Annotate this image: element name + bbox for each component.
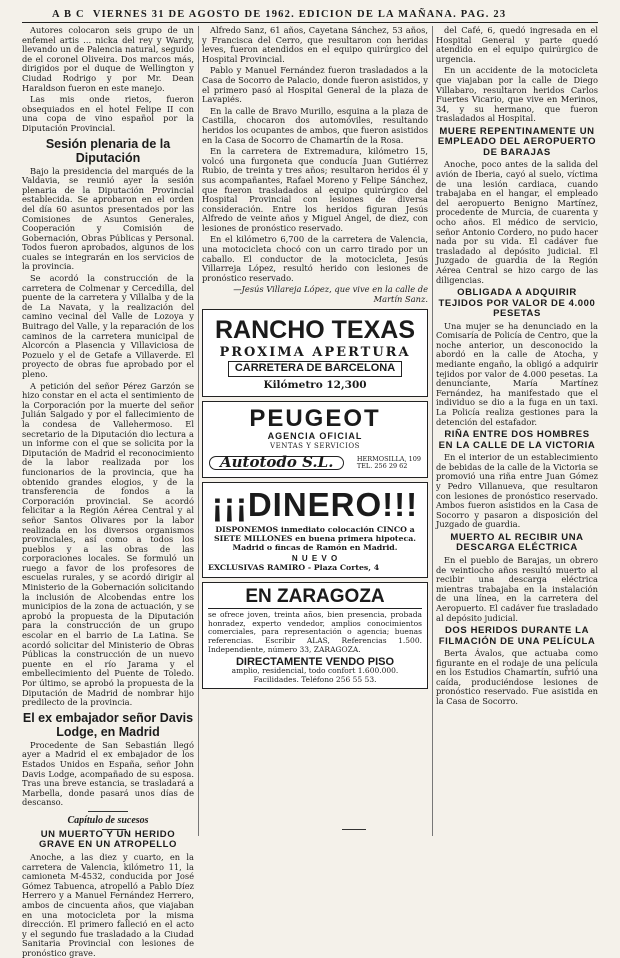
ad-line: PROXIMA APERTURA	[219, 344, 411, 360]
paragraph: del Café, 6, quedó ingresada en el Hospital General y parte quedó atendido en el equipo quirúrgico de urgencia.	[436, 25, 598, 64]
ad-contact: EXCLUSIVAS RAMIRO - Plaza Cortes, 4	[208, 563, 380, 573]
headline-barajas: MUERE REPENTINAMENTE UN EMPLEADO DEL AEROPUERTO DE BARAJAS	[437, 125, 597, 158]
ad-title-secondary: DIRECTAMENTE VENDO PISO	[235, 655, 395, 668]
column-rule	[432, 26, 433, 836]
column-rule	[198, 26, 199, 836]
date-line: VIERNES 31 DE AGOSTO DE 1962. EDICION DE LA MAÑANA. PAG. 23	[92, 8, 507, 20]
paragraph: Anoche, poco antes de la salida del avión de Iberia, cayó al suelo, víctima de una lesión cardiaca, cuando trabajaba en el hangar, el empleado del aeropuerto Benigno Martínez, procedente de Murcia, de cuarenta y ocho años. El médico de servicio, señor Antonio Cordero, no pudo hacer nada por su vida. El cadáver fue trasladado al depósito judicial. El Juzgado de guardia de la Región Aérea Central se hizo cargo de las diligencias.	[436, 159, 598, 285]
ad-line: AGENCIA OFICIAL	[267, 431, 363, 442]
paragraph: Berta Ávalos, que actuaba como figurante en el rodaje de una película en los Estudios Chamartín, sufrió una caída, produciéndose lesiones de pronóstico reservado. Fue asistida en la Casa de Socorro.	[436, 648, 598, 707]
headline-diputacion: Sesión plenaria de la Diputación	[45, 136, 171, 165]
column-2	[202, 26, 428, 836]
ad-address: HERMOSILLA, 109	[356, 454, 421, 463]
headline-davis-lodge: El ex embajador señor Davis Lodge, en Madrid	[22, 710, 194, 739]
footer-rule	[342, 829, 366, 830]
column-1	[22, 25, 194, 958]
ad-title: ¡¡¡DINERO!!!	[211, 485, 419, 523]
newspaper-page	[22, 6, 598, 958]
autotodo-logo: Autotodo S.L.	[209, 456, 344, 470]
publication-name: A B C	[52, 8, 85, 20]
ad-body: DISPONEMOS inmediato colocación CINCO a SIETE MILLONES en buena primera hipoteca. Madrid o fincas de Ramón en Madrid.	[214, 524, 416, 552]
headline-descarga: MUERTO AL RECIBIR UNA DESCARGA ELÉCTRICA	[450, 531, 584, 554]
page-header	[22, 6, 598, 23]
ad-line: CARRETERA DE BARCELONA	[228, 361, 402, 377]
ad-zaragoza	[202, 582, 428, 689]
paragraph: Procedente de San Sebastián llegó ayer a Madrid el ex embajador de los Estados Unidos en España, señor John Davis Lodge, acompañado de su esposa. Tras una breve estancia, se trasladará a Marbella, donde pasará unos días de descanso.	[22, 739, 194, 808]
ad-rancho-texas	[202, 309, 428, 398]
paragraph: En el interior de un establecimiento de bebidas de la calle de la Victoria se promovió una riña entre Juan Gómez y Pedro Villanueva, que resultaron con lesiones de pronóstico reservado. Ambos fueron asistidos en la Casa de Socorro y pasaron a disposición del Juzgado de guardia.	[436, 452, 598, 530]
ad-dinero	[202, 482, 428, 578]
ad-body: se ofrece joven, treinta años, bien presencia, probada honradez, experto vendedor, amplios conocimientos comerciales, para representación o agencia; buenas referencias. Escribir ALAS, Referencias 1.500. Independiente, número 33, ZARAGOZA.	[208, 609, 422, 654]
paragraph: En un accidente de la motocicleta que viajaban por la calle de Diego Villabaro, resultaron heridos Carlos Fuertes Vicario, que vive en Merinos, 34, y su hermano, que fueron trasladados al Hospital.	[436, 65, 598, 124]
paragraph: Las mis onde rietos, fueron obsequiados en el hotel Felipe II con una copa de vino español por la Diputación Provincial.	[22, 94, 194, 133]
headline-tejidos: OBLIGADA A ADQUIRIR TEJIDOS POR VALOR DE 4.000 PESETAS	[438, 287, 596, 320]
ad-title: PEUGEOT	[249, 405, 381, 433]
paragraph: Anoche, a las diez y cuarto, en la carretera de Valencia, kilómetro 11, la camioneta M-4532, conducida por José Gómez Tabuenca, atropelló a Pablo Díez Herrero y a Manuel Fernández Herrero, ambos de cincuenta años, que viajaban en una motocicleta por la misma dirección. El primero falleció en el acto y el segundo fue trasladado a la Ciudad Sanitaria Provincial con lesiones de pronóstico grave.	[22, 851, 194, 958]
paragraph: Bajo la presidencia del marqués de la Valdavia, se reunió ayer la sesión plenaria de la Diputación Provincial establecida. Se aprobaron en el orden del día 60 asuntos presentados por las Comisiones de Asuntos Generales, Cooperación y Comisión de Gobernación, Obras Públicas y Personal. Todos fueron aprobados, algunos de los cuales se integrarán en los servicios de la provincia.	[22, 165, 194, 272]
ad-peugeot	[202, 401, 428, 477]
paragraph: Autores colocaron seis grupo de un enfemel artis ... nicka del rey y Wardy, llevando un de Palencia natural, seguido de el coronel Oliveira. Dos marcos más, dirigidos por el duque de Wellington y Ciudad Rodrigo y por Mr. Dean Haraldson fueron en este manejo.	[22, 25, 194, 93]
paragraph: En el pueblo de Barajas, un obrero de veintiocho años resultó muerto al recibir una descarga eléctrica mientras trabajaba en la instalación de una línea, en la carretera del Aeropuerto. El cadáver fue trasladado al depósito judicial.	[436, 554, 598, 623]
ad-title: RANCHO TEXAS	[214, 315, 415, 344]
headline-pelicula: DOS HERIDOS DURANTE LA FILMACIÓN DE UNA PELÍCULA	[438, 625, 596, 647]
paragraph: Pablo y Manuel Fernández fueron trasladados a la Casa de Socorro de Palacio, donde fueron asistidos, y el primero pasó al Hospital General de la plaza de Lavapiés.	[202, 65, 428, 105]
separator	[88, 811, 128, 812]
paragraph: A petición del señor Pérez Garzón se hizo constar en el acta el sentimiento de la Corporación por la muerte del señor Julián Salgado y por el fallecimiento de la condesa de Vallehermoso. El secretario de la Diputación dio lectura a un informe con el que se solicita por la Diputación de Madrid el reconocimiento de la labor realizada por los funcionarios de la provincia, que ha obtenido grandes elogios, y de la transferencia de fondos a la Corporación provincial. Se acordó felicitar a la Región Aérea Central y al señor Santos Olivares por la labor realizada en los diversos organismos provinciales, así como a todos los pueblos y a las obras de las corporaciones locales. Se formuló un ruego a favor de los profesores de escuelas rurales, y se acordó dirigir al Ministerio de la Gobernación solicitando la inclusión de Alcobendas entre los municipios de la zona de actuación, y se aprobó la propuesta de la Diputación para la construcción de un grupo escolar en el barrio de La Latina. Se acordó solicitar del Ministerio de Obras Públicas la construcción de un nuevo puente en el río Jarama y el embellecimiento del Puente de Toledo. Por último, se aprobó la propuesta de la Diputación de Madrid de nombrar hijo predilecto de la provincia.	[22, 380, 194, 708]
kicker-sucesos: Capítulo de sucesos	[67, 814, 149, 826]
footer-rule	[102, 829, 126, 830]
headline-atropello: UN MUERTO Y UN HERIDO GRAVE EN UN ATROPELLO	[38, 828, 178, 851]
ad-body: amplio, residencial, todo confort 1.600.000. Facilidades. Teléfono 256 55 53.	[231, 666, 399, 685]
headline-rina: RIÑA ENTRE DOS HOMBRES EN LA CALLE DE LA VICTORIA	[438, 429, 596, 451]
ad-tag: N U E V O	[291, 553, 339, 563]
paragraph: Alfredo Sanz, 61 años, Cayetana Sánchez, 53 años, y Francisca del Cerro, que resultaron con heridas leves, fueron atendidos en el equipo quirúrgico del Hospital Provincial.	[202, 25, 428, 64]
paragraph: En el kilómetro 6,700 de la carretera de Valencia, una motocicleta chocó con un carro tirado por un caballo. El conductor de la motocicleta, Jesús Villarreja López, resultó herido con lesiones de pronóstico reservado.	[202, 234, 428, 283]
ad-title: EN ZARAGOZA	[208, 586, 422, 609]
paragraph: En la carretera de Extremadura, kilómetro 15, volcó una furgoneta que conducía Juan Gutiérrez Rubio, de treinta y tres años; resultaron heridos él y sus acompañantes, Rafael Moreno y Felipe Sánchez, que fueron trasladados al equipo quirúrgico del Hospital Provincial con lesiones de diversa consideración. Entre los heridos figuran Jesús Alfredo de veinte años y Miguel Ángel, de diez, con lesiones de pronóstico reservado.	[202, 146, 428, 233]
column-3	[436, 26, 598, 836]
paragraph: En la calle de Bravo Murillo, esquina a la plaza de Castilla, chocaron dos automóviles, resultando heridos los ocupantes de ambos, que fueron asistidos en la Casa de Socorro de Chamartín de la Rosa.	[202, 105, 428, 145]
ad-phone: TEL. 256 29 62	[356, 462, 408, 471]
ad-line: VENTAS Y SERVICIOS	[270, 442, 360, 450]
signature-line: —Jesús Villareja López, que vive en la calle de Martín Sanz.	[233, 284, 428, 305]
paragraph: Se acordó la construcción de la carretera de Colmenar y Cercedilla, del puente de la carretera y Villalba y de la de La Navata, y la realización del camino vecinal del Valle de Lozoya y Buitrago del Valle, y la reparación de los caminos de la carretera municipal de Alcorcón a Plasencia y Villaviciosa de Pozuelo y el de Getafe a Villaverde. El proyecto de obras fue aprobado por el pleno.	[22, 273, 194, 379]
paragraph: Una mujer se ha denunciado en la Comisaría de Policía de Centro, que la noche anterior, un desconocido la abordó en la calle de Atocha, y mediante engaño, la obligó a adquirir tejidos por valor de 4.000 pesetas. La denunciante, María Martínez Fernández, ha manifestado que el individuo se dio a la fuga en un taxi. La Policía realiza gestiones para la detención del estafador.	[436, 320, 598, 427]
ad-line: Kilómetro 12,300	[263, 378, 367, 391]
